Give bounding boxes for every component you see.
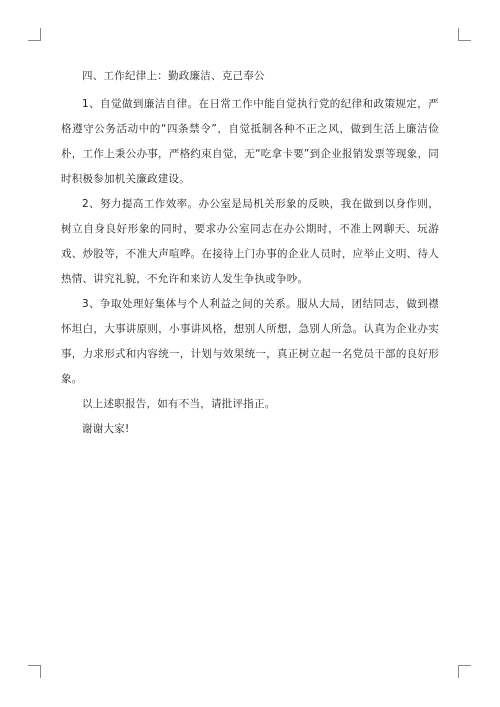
crop-mark-top-right [458, 28, 471, 41]
crop-mark-bottom-right [458, 665, 471, 678]
paragraph-interests: 3、争取处理好集体与个人利益之间的关系。服从大局，团结同志，做到襟怀坦白，大事讲原则，小事讲风格，想别人所想，急别人所急。认真为企业办实事，力求形式和内容统一，计划与效果统一，真正树立起一名党员干部的良好形象。 [61, 298, 439, 385]
paragraph-thanks: 谢谢大家! [82, 423, 130, 435]
paragraph-closing: 以上述职报告，如有不当，请批评指正。 [82, 398, 276, 410]
document-body [61, 64, 439, 442]
crop-mark-top-left [28, 28, 41, 41]
paragraph-efficiency: 2、努力提高工作效率。办公室是局机关形象的反映，我在做到以身作则，树立自身良好形象的同时，要求办公室同志在办公期时，不准上网聊天、玩游戏、炒股等，不准大声喧哗。在接待上门办事的企业人员时，应举止文明、待人热情、讲究礼貌，不允许和来访人发生争执或争吵。 [61, 198, 439, 285]
paragraph-integrity: 1、自觉做到廉洁自律。在日常工作中能自觉执行党的纪律和政策规定，严格遵守公务活动中的“四条禁令”，自觉抵制各种不正之风，做到生活上廉洁俭朴，工作上秉公办事，严格约束自觉，无“吃拿卡要”到企业报销发票等现象，同时积极参加机关廉政建设。 [61, 98, 439, 185]
crop-mark-bottom-left [28, 665, 41, 678]
section-heading: 四、工作纪律上：勤政廉洁、克己奉公 [82, 70, 265, 82]
